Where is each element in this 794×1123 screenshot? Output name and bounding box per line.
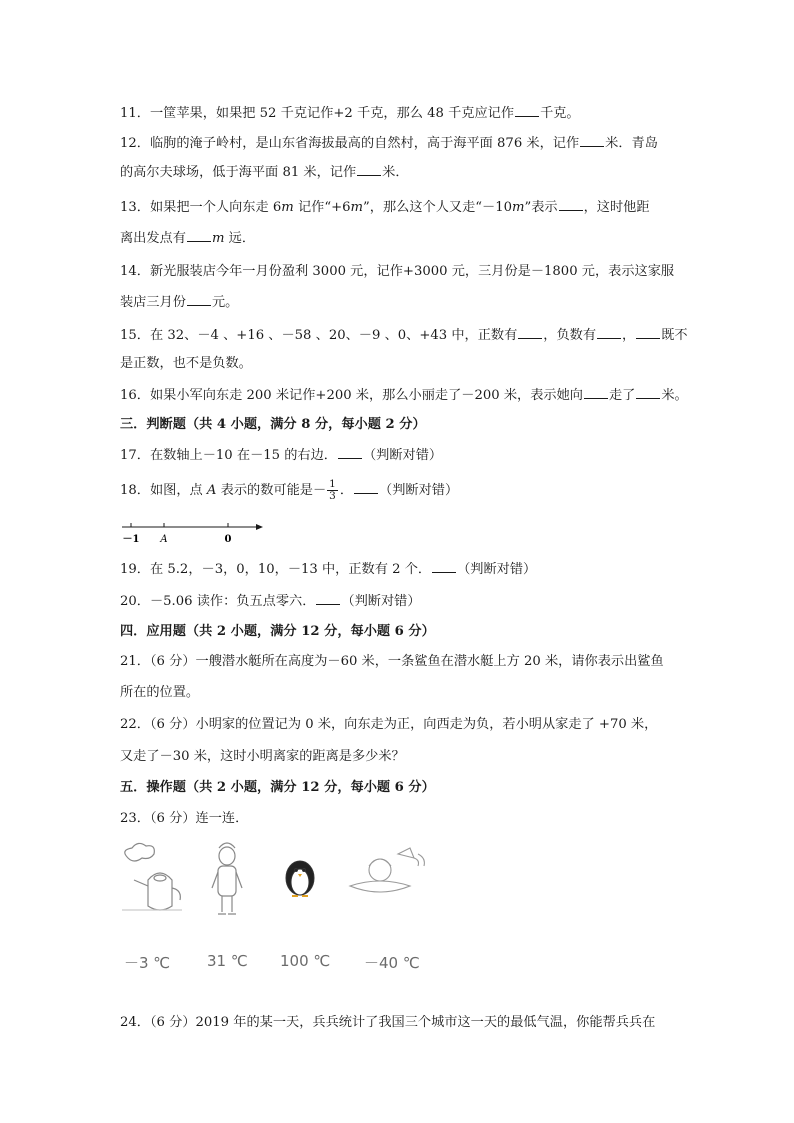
- q19-text: 19．在 5.2，－3，0，10，－13 中，正数有 2 个．: [120, 562, 432, 577]
- q18-text: （判断对错）: [379, 483, 459, 498]
- q13-text: ，这时他距: [583, 200, 650, 215]
- question-18: [120, 478, 680, 504]
- question-14-line-2: [120, 292, 680, 313]
- bundled-child-icon[interactable]: [212, 843, 242, 914]
- q16-text: 走了: [608, 388, 636, 403]
- q15-text: ，负数有: [543, 328, 597, 343]
- answer-blank[interactable]: [584, 385, 608, 399]
- q13-text: 离出发点有: [120, 231, 186, 246]
- q13-text: 远．: [224, 231, 256, 246]
- temp-option[interactable]: 31 ℃: [207, 952, 248, 970]
- q18-text: 18．如图，点: [120, 483, 207, 498]
- q13-text: ”，那么这个人又走“－10: [363, 200, 512, 215]
- question-14-line-1: [120, 262, 680, 282]
- section-4-heading: 四．应用题（共 2 小题，满分 12 分，每小题 6 分）: [120, 624, 435, 639]
- answer-blank[interactable]: [187, 292, 211, 306]
- question-13-line-2: [120, 228, 680, 249]
- question-24: 24．（6 分）2019 年的某一天，兵兵统计了我国三个城市这一天的最低气温，你能帮兵兵在: [120, 1015, 656, 1030]
- q20-text: 20．－5.06 读作：负五点零六．: [120, 594, 316, 609]
- answer-blank[interactable]: [354, 480, 378, 494]
- fraction: [327, 479, 338, 502]
- question-13-line-1: [120, 197, 680, 218]
- penguin-icon[interactable]: [286, 861, 314, 896]
- q18-text: 表示的数可能是－: [216, 483, 327, 498]
- question-12-line-2: [120, 162, 680, 183]
- answer-blank[interactable]: [636, 385, 660, 399]
- q15-text: 是正数，也不是负数。: [120, 356, 252, 371]
- label-point-a: A: [160, 534, 168, 545]
- q11-unit: 千克。: [540, 106, 580, 121]
- answer-blank[interactable]: [597, 325, 621, 339]
- q13-text: ”表示: [524, 200, 558, 215]
- question-15-line-2: [120, 354, 680, 374]
- q17-text: （判断对错）: [362, 448, 443, 463]
- q14-text: 元。: [211, 295, 239, 310]
- q15-text: ，: [622, 328, 636, 343]
- unit-m: m: [211, 231, 225, 246]
- question-19: [120, 559, 680, 580]
- label-minus-one: －1: [122, 534, 140, 545]
- question-17: [120, 445, 680, 466]
- fraction-denominator: 3: [329, 490, 336, 502]
- question-12-line-1: [120, 133, 680, 154]
- answer-blank[interactable]: [187, 228, 211, 242]
- question-22-line-2: 又走了－30 米，这时小明离家的距离是多少米？: [120, 749, 405, 764]
- label-zero: 0: [224, 534, 232, 545]
- answer-blank[interactable]: [580, 133, 604, 147]
- temp-option[interactable]: －3 ℃: [124, 954, 171, 972]
- temp-option[interactable]: －40 ℃: [364, 954, 420, 972]
- answer-blank[interactable]: [515, 103, 539, 117]
- q11-text: 11．一筐苹果，如果把 52 千克记作+2 千克，那么 48 千克应记作: [120, 106, 515, 121]
- q13-text: 记作“+6: [293, 200, 351, 215]
- number-line-figure: [118, 518, 268, 548]
- q12-text-3: 的高尔夫球场，低于海平面 81 米，记作: [120, 165, 357, 180]
- q12-text-4: 米．: [382, 165, 409, 180]
- point-a-label: A: [206, 483, 217, 498]
- q15-text: 15．在 32、－4 、+16 、－58 、20、－9 、0、+43 中，正数有: [120, 328, 518, 343]
- question-22-line-1: 22．（6 分）小明家的位置记为 0 米，向东走为正，向西走为负，若小明从家走了 +70 米，: [120, 717, 658, 732]
- matching-pictures: [118, 840, 438, 930]
- number-line-arrow: [256, 524, 263, 530]
- q14-text: 装店三月份: [120, 295, 186, 310]
- question-21-line-1: 21．（6 分）一艘潜水艇所在高度为－60 米，一条鲨鱼在潜水艇上方 20 米，请你表示出鲨鱼: [120, 654, 664, 669]
- boiling-kettle-icon[interactable]: [122, 843, 182, 910]
- answer-blank[interactable]: [432, 559, 456, 573]
- girl-fanning-icon[interactable]: [350, 848, 424, 892]
- answer-blank[interactable]: [338, 445, 362, 459]
- q19-text: （判断对错）: [457, 562, 537, 577]
- q13-text: 13．如果把一个人向东走 6: [120, 200, 282, 215]
- temperature-options: [124, 952, 444, 976]
- section-3-heading: 三．判断题（共 4 小题，满分 8 分，每小题 2 分）: [120, 417, 426, 432]
- q14-text: 14．新光服装店今年一月份盈利 3000 元，记作+3000 元，三月份是－1800 元，表示这家服: [120, 264, 675, 279]
- q12-text-2: 米．青岛: [605, 136, 658, 151]
- question-20: [120, 591, 680, 612]
- q17-text: 17．在数轴上－10 在－15 的右边．: [120, 448, 337, 463]
- q18-text: ．: [339, 483, 354, 498]
- q16-text: 16．如果小军向东走 200 米记作+200 米，那么小丽走了－200 米，表示她向: [120, 388, 583, 403]
- answer-blank[interactable]: [636, 325, 660, 339]
- unit-m: m: [281, 200, 294, 215]
- q16-text: 米。: [661, 388, 688, 403]
- q20-text: （判断对错）: [341, 594, 421, 609]
- section-5-heading: 五．操作题（共 2 小题，满分 12 分，每小题 6 分）: [120, 780, 435, 795]
- answer-blank[interactable]: [357, 162, 381, 176]
- temp-option[interactable]: 100 ℃: [280, 952, 331, 970]
- question-15-line-1: [120, 325, 688, 346]
- q12-text: 12．临朐的淹子岭村，是山东省海拔最高的自然村，高于海平面 876 米，记作: [120, 136, 580, 151]
- fraction-numerator: 1: [329, 478, 336, 490]
- question-11: [120, 103, 680, 124]
- answer-blank[interactable]: [518, 325, 542, 339]
- unit-m: m: [350, 200, 364, 215]
- answer-blank[interactable]: [316, 591, 340, 605]
- answer-blank[interactable]: [559, 197, 583, 211]
- q15-text: 既不: [661, 328, 688, 343]
- unit-m: m: [511, 200, 525, 215]
- question-21-line-2: 所在的位置。: [120, 685, 200, 700]
- question-23: 23．（6 分）连一连．: [120, 811, 249, 826]
- question-16: [120, 385, 688, 406]
